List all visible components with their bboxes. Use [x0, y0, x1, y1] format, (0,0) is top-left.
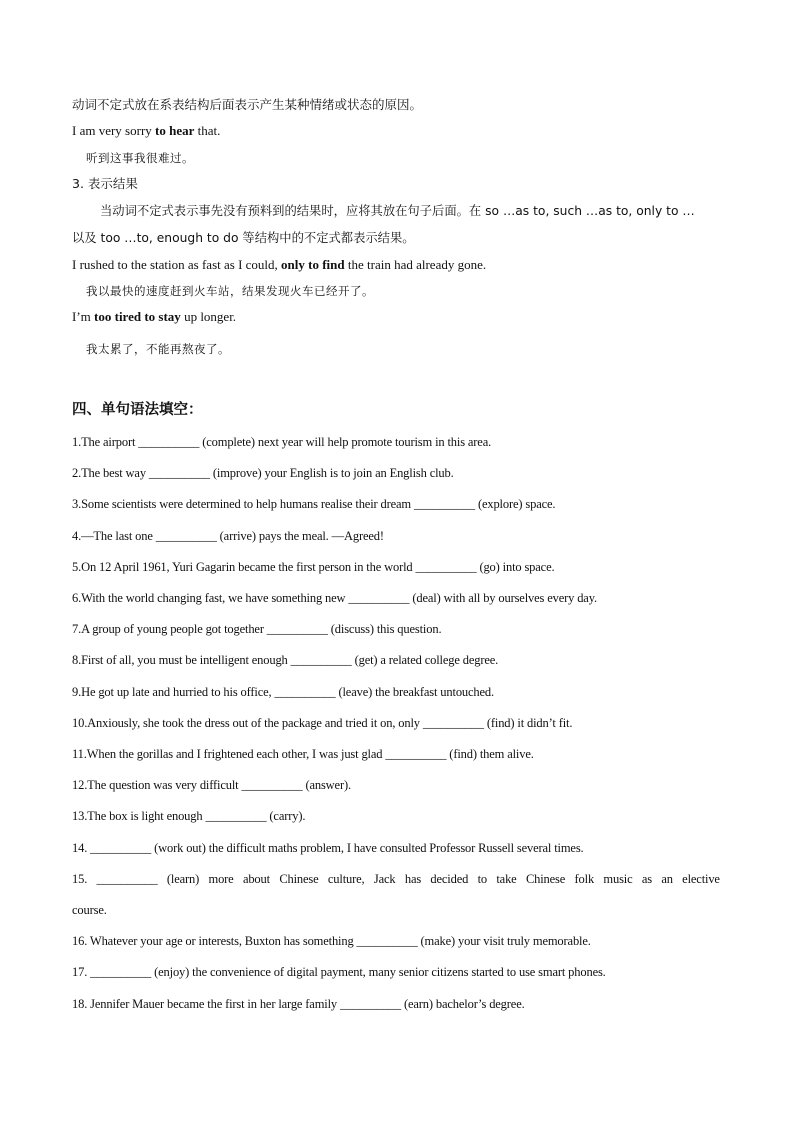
- question-15-word: about: [242, 872, 270, 886]
- example-1-pre: I am very sorry: [72, 123, 156, 138]
- result-rule-line-1: 当动词不定式表示事先没有预料到的结果时，应将其放在句子后面。在 so …as to, such …as to, only to …: [100, 204, 695, 218]
- question-15-continuation: course.: [72, 903, 107, 917]
- question-4: 4.—The last one __________ (arrive) pays the meal. —Agreed!: [72, 529, 384, 543]
- question-9: 9.He got up late and hurried to his office, __________ (leave) the breakfast untouched.: [72, 685, 495, 699]
- question-13: 13.The box is light enough __________ (carry).: [72, 809, 306, 823]
- example-sentence-1: [72, 123, 220, 139]
- question-15-word: culture,: [327, 872, 365, 886]
- example-2-bold: only to find: [281, 257, 345, 272]
- question-17: 17. __________ (enjoy) the convenience of digital payment, many senior citizens started to use smart phones.: [72, 965, 606, 979]
- question-15-word: as: [641, 872, 652, 886]
- question-15-word: elective: [682, 872, 720, 886]
- question-15-word: take: [496, 872, 517, 886]
- question-16: 16. Whatever your age or interests, Buxton has something __________ (make) your visit truly memorable.: [72, 934, 591, 948]
- question-5: 5.On 12 April 1961, Yuri Gagarin became the first person in the world __________ (go) into space.: [72, 560, 555, 574]
- question-15-word: more: [208, 872, 234, 886]
- question-6: 6.With the world changing fast, we have something new __________ (deal) with all by ourselves every day.: [72, 591, 597, 605]
- example-sentence-3: [72, 309, 236, 325]
- question-15-word: folk: [574, 872, 595, 886]
- question-15-word: Chinese: [279, 872, 319, 886]
- example-1-bold: to hear: [155, 123, 195, 138]
- rule-reason-text: 动词不定式放在系表结构后面表示产生某种情绪或状态的原因。: [72, 97, 423, 112]
- question-15-word: Jack: [373, 872, 396, 886]
- question-1: 1.The airport __________ (complete) next year will help promote tourism in this area.: [72, 435, 492, 449]
- question-8: 8.First of all, you must be intelligent enough __________ (get) a related college degree.: [72, 653, 499, 667]
- example-sentence-2: [72, 257, 486, 273]
- example-2-pre: I rushed to the station as fast as I could,: [72, 257, 282, 272]
- question-15-word: an: [661, 872, 673, 886]
- result-rule-line-2: 以及 too …to, enough to do 等结构中的不定式都表示结果。: [72, 231, 415, 245]
- question-12: 12.The question was very difficult __________ (answer).: [72, 778, 351, 792]
- question-11: 11.When the gorillas and I frightened each other, I was just glad __________ (find) them alive.: [72, 747, 534, 761]
- example-3-bold: too tired to stay: [94, 309, 181, 324]
- section-3-title: 3. 表示结果: [72, 176, 138, 191]
- question-2: 2.The best way __________ (improve) your English is to join an English club.: [72, 466, 454, 480]
- question-15-word: to: [477, 872, 488, 886]
- example-1-post: that.: [194, 123, 221, 138]
- example-3-pre: I’m: [72, 309, 95, 324]
- question-14: 14. __________ (work out) the difficult maths problem, I have consulted Professor Russell several times.: [72, 841, 584, 855]
- question-15-word: decided: [430, 872, 469, 886]
- question-15-word: (learn): [166, 872, 200, 886]
- example-2-post: the train had already gone.: [344, 257, 487, 272]
- example-3-translation: 我太累了，不能再熬夜了。: [86, 342, 230, 356]
- example-1-translation: 听到这事我很难过。: [86, 151, 194, 165]
- example-3-post: up longer.: [180, 309, 237, 324]
- question-15-word: 15.: [72, 872, 88, 886]
- question-15-word: Chinese: [525, 872, 566, 886]
- question-18: 18. Jennifer Mauer became the first in her large family __________ (earn) bachelor’s degree.: [72, 997, 525, 1011]
- example-2-translation: 我以最快的速度赶到火车站，结果发现火车已经开了。: [86, 284, 374, 298]
- question-15-word: __________: [96, 872, 158, 886]
- question-15: [72, 871, 720, 887]
- question-3: 3.Some scientists were determined to help humans realise their dream __________ (explore) space.: [72, 497, 556, 511]
- question-15-word: music: [603, 872, 633, 886]
- question-7: 7.A group of young people got together __________ (discuss) this question.: [72, 622, 442, 636]
- question-10: 10.Anxiously, she took the dress out of the package and tried it on, only __________ (find) it didn’t fit.: [72, 716, 573, 730]
- question-15-word: has: [404, 872, 422, 886]
- exercise-heading: 四、单句语法填空：: [72, 402, 203, 418]
